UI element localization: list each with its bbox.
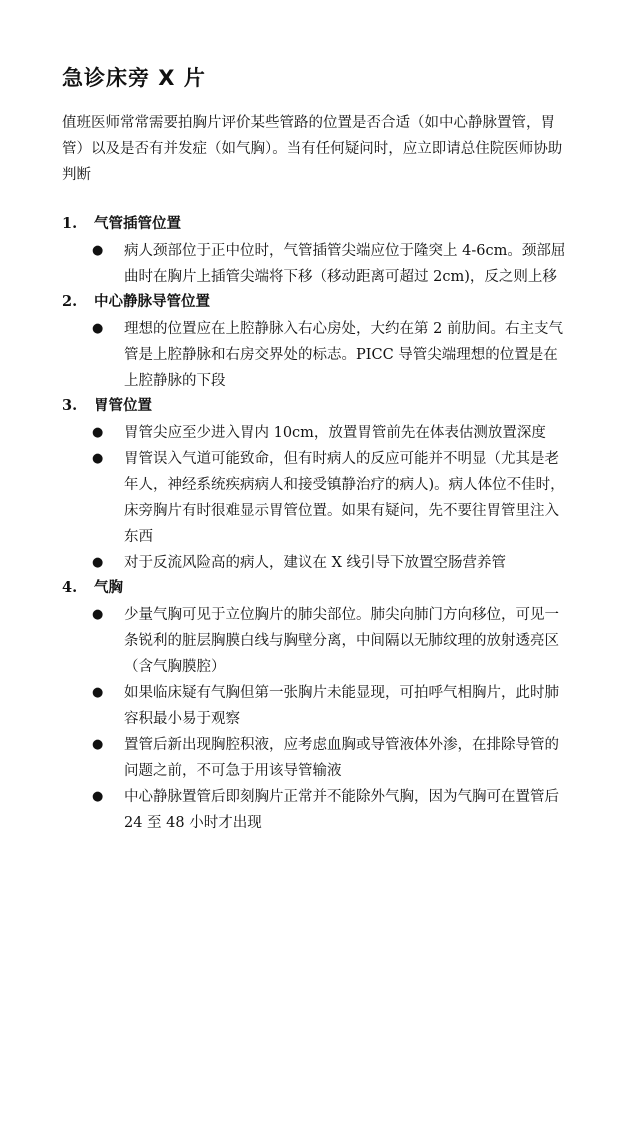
intro-paragraph: 值班医师常常需要拍胸片评价某些管路的位置是否合适（如中心静脉置管，胃管）以及是否有并发症（如气胸）。当有任何疑问时，应立即请总住院医师协助判断 xyxy=(62,115,563,183)
bullet-item xyxy=(62,316,566,394)
bullet-dot-icon: ● xyxy=(92,451,104,466)
section-title: 气管插管位置 xyxy=(94,216,181,232)
bullet-text: 对于反流风险高的病人，建议在 X 线引导下放置空肠营养管 xyxy=(124,555,507,571)
bullet-list xyxy=(62,602,566,836)
section-number: 2. xyxy=(62,293,78,310)
section-number: 4. xyxy=(62,579,78,596)
bullet-dot-icon: ● xyxy=(92,425,104,440)
bullet-text: 中心静脉置管后即刻胸片正常并不能除外气胸，因为气胸可在置管后 24 至 48 小时才出现 xyxy=(124,789,559,831)
bullet-text: 如果临床疑有气胸但第一张胸片未能显现，可拍呼气相胸片，此时肺容积最小易于观察 xyxy=(124,685,559,727)
bullet-list xyxy=(62,238,566,290)
bullet-dot-icon: ● xyxy=(92,555,104,570)
bullet-text: 胃管误入气道可能致命，但有时病人的反应可能并不明显（尤其是老年人，神经系统疾病病人和接受镇静治疗的病人)。病人体位不佳时，床旁胸片有时很难显示胃管位置。如果有疑问，先不要往胃管里注入东西 xyxy=(124,451,565,545)
bullet-item xyxy=(62,238,566,290)
section-3 xyxy=(62,394,566,576)
page-title: 急诊床旁 X 片 xyxy=(62,66,206,90)
bullet-dot-icon: ● xyxy=(92,737,104,752)
bullet-item xyxy=(62,732,566,784)
bullet-list xyxy=(62,420,566,576)
section-4 xyxy=(62,576,566,836)
bullet-text: 置管后新出现胸腔积液，应考虑血胸或导管液体外渗，在排除导管的问题之前，不可急于用该导管输液 xyxy=(124,737,559,779)
bullet-dot-icon: ● xyxy=(92,607,104,622)
section-number: 1. xyxy=(62,215,78,232)
section-number: 3. xyxy=(62,397,78,414)
bullet-text: 少量气胸可见于立位胸片的肺尖部位。肺尖向肺门方向移位，可见一条锐利的脏层胸膜白线与胸壁分离，中间隔以无肺纹理的放射透亮区（含气胸膜腔） xyxy=(124,607,559,675)
section-heading xyxy=(62,212,566,238)
section-heading xyxy=(62,576,566,602)
section-heading xyxy=(62,394,566,420)
bullet-item xyxy=(62,784,566,836)
bullet-dot-icon: ● xyxy=(92,321,104,336)
section-1 xyxy=(62,212,566,290)
bullet-item xyxy=(62,446,566,550)
bullet-item xyxy=(62,680,566,732)
numbered-sections xyxy=(62,212,566,836)
bullet-item xyxy=(62,550,566,576)
bullet-text: 胃管尖应至少进入胃内 10cm，放置胃管前先在体表估测放置深度 xyxy=(124,425,546,441)
section-title: 胃管位置 xyxy=(94,398,152,414)
bullet-dot-icon: ● xyxy=(92,789,104,804)
bullet-item xyxy=(62,602,566,680)
bullet-text: 理想的位置应在上腔静脉入右心房处，大约在第 2 前肋间。右主支气管是上腔静脉和右房交界处的标志。PICC 导管尖端理想的位置是在上腔静脉的下段 xyxy=(124,321,563,389)
bullet-item xyxy=(62,420,566,446)
bullet-dot-icon: ● xyxy=(92,685,104,700)
bullet-dot-icon: ● xyxy=(92,243,104,258)
section-2 xyxy=(62,290,566,394)
section-title: 中心静脉导管位置 xyxy=(94,294,210,310)
section-title: 气胸 xyxy=(94,580,123,596)
section-heading xyxy=(62,290,566,316)
bullet-list xyxy=(62,316,566,394)
bullet-text: 病人颈部位于正中位时，气管插管尖端应位于隆突上 4-6cm。颈部屈曲时在胸片上插管尖端将下移（移动距离可超过 2cm)，反之则上移 xyxy=(124,243,566,285)
